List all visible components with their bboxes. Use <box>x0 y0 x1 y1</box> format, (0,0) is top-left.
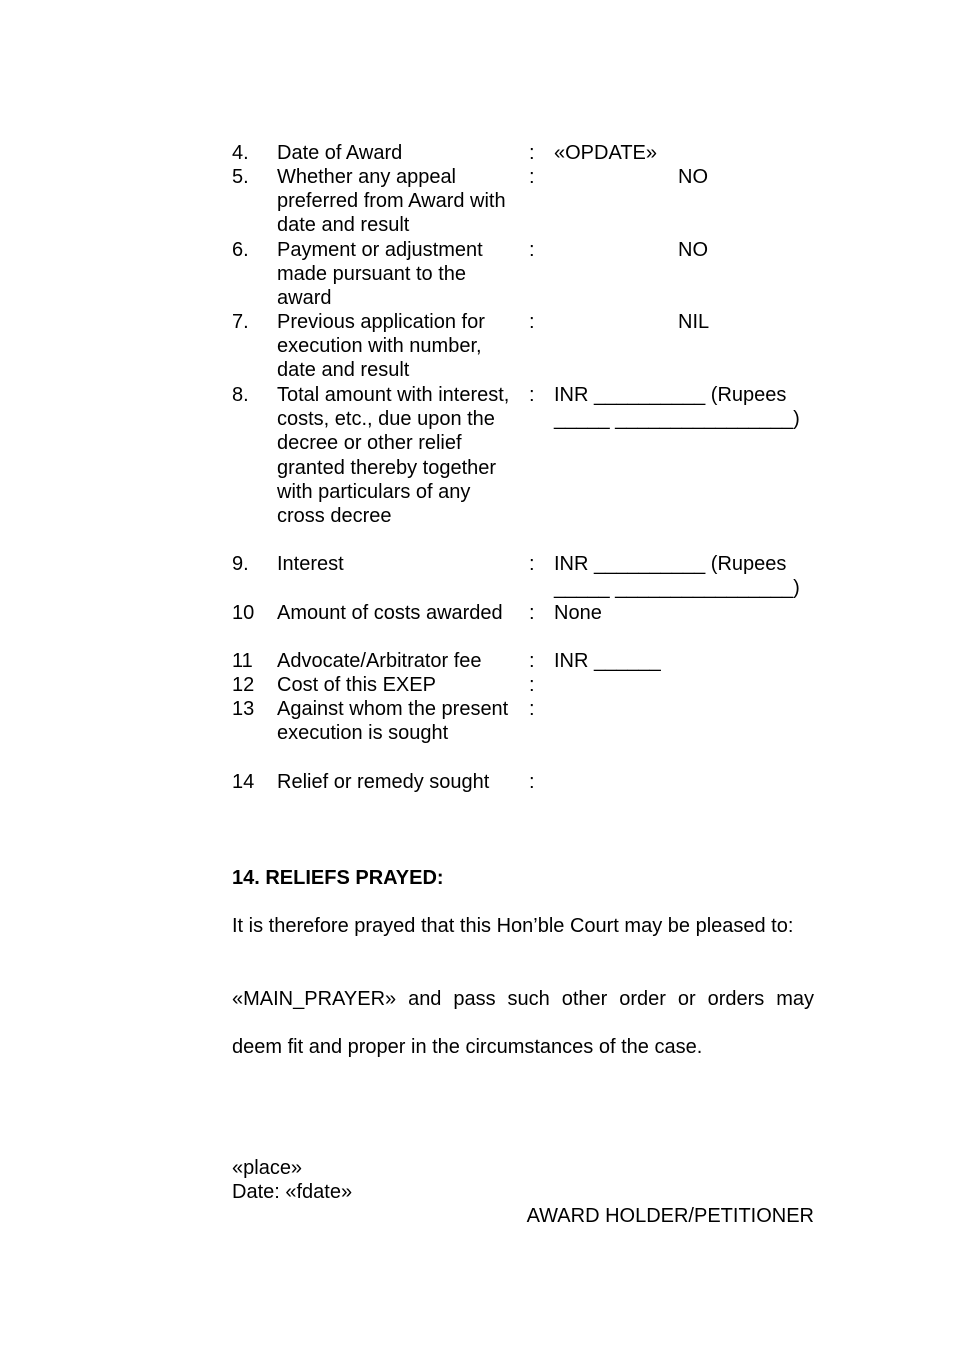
item-number: 5. <box>232 166 249 188</box>
item-colon: : <box>529 698 535 720</box>
item-value: INR __________ (Rupees _____ ________________) <box>554 553 800 600</box>
item-number: 11 <box>232 650 253 672</box>
item-value: NO <box>678 239 708 261</box>
item-label: Amount of costs awarded <box>277 602 503 624</box>
main-prayer-line: «MAIN_PRAYER» and pass such other order or orders may <box>232 988 814 1010</box>
item-value: INR __________ (Rupees _____ ________________) <box>554 384 800 431</box>
item-value: NIL <box>678 311 710 333</box>
item-colon: : <box>529 553 535 575</box>
item-colon: : <box>529 239 535 261</box>
item-number: 10 <box>232 602 255 624</box>
item-colon: : <box>529 771 535 793</box>
item-value: INR ______ <box>554 650 661 672</box>
prayer-continuation: deem fit and proper in the circumstances of the case. <box>232 1036 703 1058</box>
item-number: 12 <box>232 674 255 696</box>
item-colon: : <box>529 166 535 188</box>
place-field: «place» <box>232 1157 303 1179</box>
item-colon: : <box>529 142 535 164</box>
item-label: Total amount with interest, costs, etc., due upon the decree or other relief granted thereby together with particulars of any cross decree <box>277 384 510 528</box>
item-label: Cost of this EXEP <box>277 674 436 696</box>
item-colon: : <box>529 311 535 333</box>
item-number: 7. <box>232 311 249 333</box>
item-colon: : <box>529 384 535 406</box>
item-label: Against whom the present execution is sought <box>277 698 509 745</box>
item-colon: : <box>529 650 535 672</box>
item-value: NO <box>678 166 708 188</box>
item-number: 14 <box>232 771 255 793</box>
item-label: Relief or remedy sought <box>277 771 490 793</box>
item-label: Previous application for execution with number, date and result <box>277 311 485 382</box>
item-number: 13 <box>232 698 255 720</box>
relief-intro: It is therefore prayed that this Hon’ble Court may be pleased to: <box>232 915 794 937</box>
item-number: 9. <box>232 553 249 575</box>
item-number: 6. <box>232 239 249 261</box>
item-value: None <box>554 602 602 624</box>
item-label: Whether any appeal preferred from Award with date and result <box>277 166 506 237</box>
item-number: 4. <box>232 142 249 164</box>
signatory-label: AWARD HOLDER/PETITIONER <box>526 1205 814 1227</box>
item-label: Date of Award <box>277 142 403 164</box>
item-colon: : <box>529 674 535 696</box>
date-field: Date: «fdate» <box>232 1181 353 1203</box>
item-label: Advocate/Arbitrator fee <box>277 650 482 672</box>
item-label: Interest <box>277 553 344 575</box>
item-number: 8. <box>232 384 249 406</box>
item-label: Payment or adjustment made pursuant to the award <box>277 239 483 310</box>
item-value: «OPDATE» <box>554 142 657 164</box>
section-heading: 14. RELIEFS PRAYED: <box>232 867 444 889</box>
item-colon: : <box>529 602 535 624</box>
